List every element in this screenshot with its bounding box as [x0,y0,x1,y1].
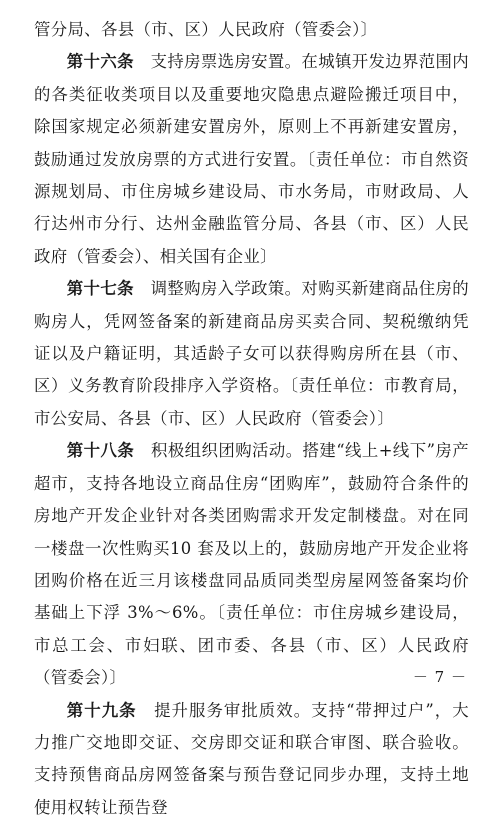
article-19-paragraph [34,695,469,824]
article-17-body: 调整购房入学政策。对购买新建商品住房的购房人，凭网签备案的新建商品房买卖合同、契税缴纳凭证以及户籍证明，其适龄子女可以获得购房所在县（市、区）义务教育阶段排序入学资格。〔责任单位：市教育局，市公安局、各县（市、区）人民政府（管委会）〕 [34,279,470,428]
article-16-paragraph [34,46,469,273]
article-16-body: 支持房票选房安置。在城镇开发边界范围内的各类征收类项目以及重要地灾隐患点避险搬迁项目中，除国家规定必须新建安置房外，原则上不再新建安置房，鼓励通过发放房票的方式进行安置。〔责任单位：市自然资源规划局、市住房城乡建设局、市水务局，市财政局、人行达州市分行、达州金融监管分局、各县（市、区）人民政府（管委会）、相关国有企业〕 [34,52,470,266]
continuation-text: 管分局、各县（市、区）人民政府（管委会）〕 [34,20,378,39]
article-18-number: 第十八条 [66,441,135,461]
article-18-body: 积极组织团购活动。搭建“线上+线下”房产超市，支持各地设立商品住房“团购库”，鼓励符合条件的房地产开发企业针对各类团购需求开发定制楼盘。对在同一楼盘一次性购买10 套及以上的，鼓励房地产开发企业将团购价格在近三月该楼盘同品质同类型房屋网签备案均价基础上下浮 3%～6%。〔责任单位：市住房城乡建设局，市总工会、市妇联、团市委、各县（市、区）人民政府（管委会）〕 [34,441,469,688]
page-number: － 7 － [412,668,467,686]
article-17-paragraph [34,273,469,435]
article-19-number: 第十九条 [66,700,137,720]
article-16-number: 第十六条 [66,52,134,72]
article-18-paragraph [34,435,469,694]
article-19-body: 提升服务审批质效。支持“带押过户”，大力推广交地即交证、交房即交证和联合审图、联合验收。支持预售商品房网签备案与预告登记同步办理，支持土地使用权转让预告登 [34,700,469,817]
continuation-paragraph [34,14,469,46]
article-17-number: 第十七条 [66,279,134,299]
